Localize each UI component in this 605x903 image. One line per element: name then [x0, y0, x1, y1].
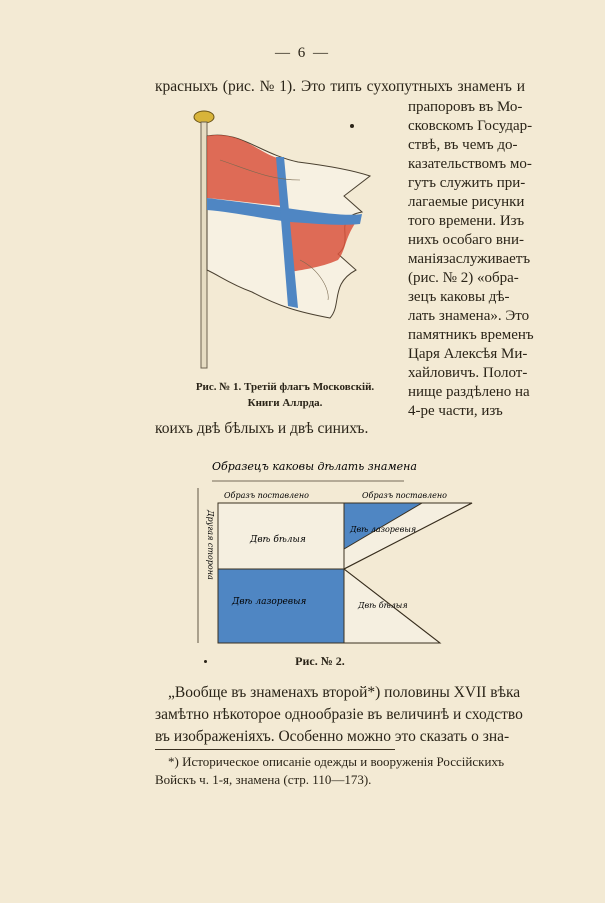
column-line: памятникъ временъ	[408, 327, 534, 343]
column-line: того времени. Изъ	[408, 213, 525, 229]
paragraph-line: замѣтно нѣкоторое однообразіе въ величинѣ и сходство	[155, 706, 523, 723]
column-line: казательствомъ мо-	[408, 156, 532, 172]
paragraph-line: „Вообще въ знаменахъ второй*) половины XVII вѣка	[168, 684, 521, 701]
footnote-line: Войскъ ч. 1-я, знамена (стр. 110—173).	[155, 772, 372, 787]
footnote-line: *) Историческое описаніе одежды и вооруженія Россійскихъ	[168, 754, 505, 769]
column-line: Царя Алексѣя Ми-	[408, 346, 528, 362]
pole-finial	[194, 111, 214, 123]
after-figure-1-line: коихъ двѣ бѣлыхъ и двѣ синихъ.	[155, 420, 369, 437]
footnote-rule	[155, 749, 395, 750]
cell-label-blue-bottom-left: Двѣ лазоревыя	[232, 597, 307, 607]
figure-2-pattern-drawing	[190, 448, 490, 653]
column-line: 4-ре части, изъ	[408, 403, 503, 419]
column-line: нище раздѣлено на	[408, 384, 530, 400]
cell-label-white-bottom-right: Двѣ бѣлыя	[358, 601, 408, 610]
column-line: ствѣ, въ чемъ до-	[408, 137, 518, 153]
handwritten-note-right: Образъ поставлено	[362, 491, 447, 500]
cell-label-white-top-left: Двѣ бѣлыя	[250, 535, 306, 545]
flag-red-canton	[207, 135, 284, 206]
figure-1-caption-line-1: Рис. № 1. Третій флагъ Московскій.	[195, 381, 375, 393]
ink-dot	[204, 660, 207, 663]
figure-1-caption-line-2: Книги Аллрда.	[247, 397, 323, 409]
column-line: прапоровъ въ Мо-	[408, 99, 523, 115]
figure-2-caption: Рис. № 2.	[295, 654, 345, 668]
column-line: гутъ служить при-	[408, 175, 526, 191]
flagpole	[201, 122, 207, 368]
column-line: лать знамена». Это	[408, 308, 530, 324]
column-line: нихъ особаго вни-	[408, 232, 524, 248]
column-line: хайловичъ. Полот-	[408, 365, 528, 381]
column-line: маніязаслуживаетъ	[408, 251, 531, 267]
column-line: зецъ каковы дѣ-	[408, 289, 510, 305]
figure-1-flag-illustration	[180, 100, 405, 385]
handwritten-side-note: Другая сторона	[206, 510, 215, 580]
ink-dot	[350, 124, 354, 128]
handwritten-heading: Образецъ каковы дѣлать знамена	[212, 460, 417, 473]
lead-line: красныхъ (рис. № 1). Это типъ сухопутныхъ знаменъ и	[155, 78, 526, 95]
page-number: — 6 —	[275, 45, 330, 61]
column-line: сковскомъ Государ-	[408, 118, 533, 134]
paragraph-line: въ изображеніяхъ. Особенно можно это сказать о зна-	[155, 728, 510, 745]
cell-label-blue-top-right: Двѣ лазоревыя	[350, 525, 417, 534]
column-line: лагаемые рисунки	[408, 194, 525, 210]
handwritten-note-left: Образъ поставлено	[224, 491, 309, 500]
column-line: (рис. № 2) «обра-	[408, 270, 519, 286]
